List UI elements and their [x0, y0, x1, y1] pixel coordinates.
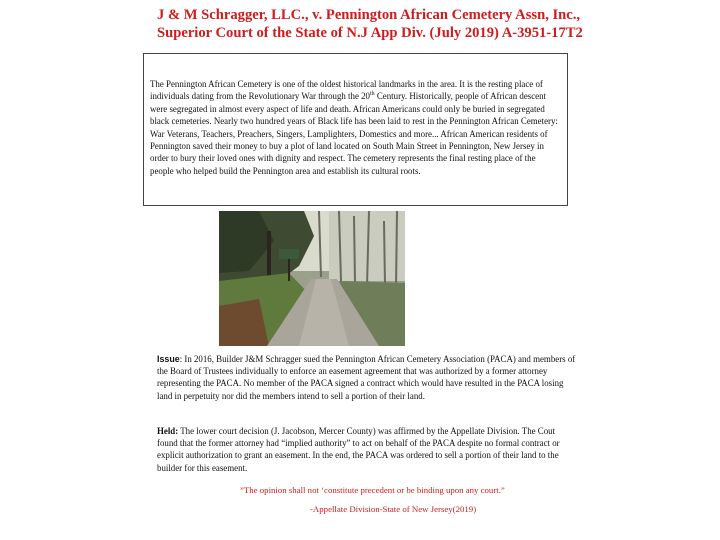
photo-illustration [219, 211, 405, 346]
cemetery-path-photo [219, 211, 405, 346]
intro-superscript: th [369, 91, 375, 98]
issue-label: Issue [157, 354, 180, 364]
quote-attribution: -Appellate Division-State of New Jersey(2019) [310, 504, 477, 514]
issue-paragraph [157, 353, 577, 402]
held-text: The lower court decision (J. Jacobson, Mercer County) was affirmed by the Appellate Division. The Cout found that the former attorney had “implied authority” to act on behalf of the PACA despite no formal contract or explicit authorization to grant an easement. In the end, the PACA was ordered to sell a portion of their land to the builder for this easement. [157, 426, 560, 473]
held-label: Held: [157, 426, 179, 436]
held-paragraph [157, 425, 577, 474]
issue-text: : In 2016, Builder J&M Schragger sued the Pennington African Cemetery Association (PACA) and members of the Board of Trustees individually to enforce an easement agreement that was authorized by a former attorney representing the PACA. No member of the PACA signed a contract which would have resulted in the PACA losing land in perpetuity nor did the members intend to sell a portion of their land. [157, 354, 576, 401]
document-title [157, 6, 697, 42]
intro-text-box [143, 53, 568, 206]
intro-text-part-1: The Pennington African Cemetery is one of the oldest historical landmarks in the area. It is the resting place of individuals dating from the Revolutionary War through the 20 [150, 79, 543, 102]
intro-text-part-2: Century. Historically, people of African descent were segregated in almost every aspect of life and death. African Americans could only be buried in segregated black cemeteries. Nearly two hundred years of Black life has been laid to rest in the Pennington African Cemetery: War Veterans, Teachers, Preachers, Singers, Lamplighters, Domestics and more... African American residents of Pennington saved their money to buy a plot of land located on South Main Street in Pennington, New Jersey in order to bury their loved ones with dignity and respect. The cemetery represents the final resting place of the people who helped build the Pennington area and establish its cultural roots. [150, 91, 558, 176]
title-line-2: Superior Court of the State of N.J App Div. (July 2019) A-3951-17T2 [157, 25, 583, 41]
court-quote: ”The opinion shall not ‘constitute precedent or be binding upon any court.” [240, 485, 505, 495]
title-line-1: J & M Schragger, LLC., v. Pennington African Cemetery Assn, Inc., [157, 7, 581, 23]
